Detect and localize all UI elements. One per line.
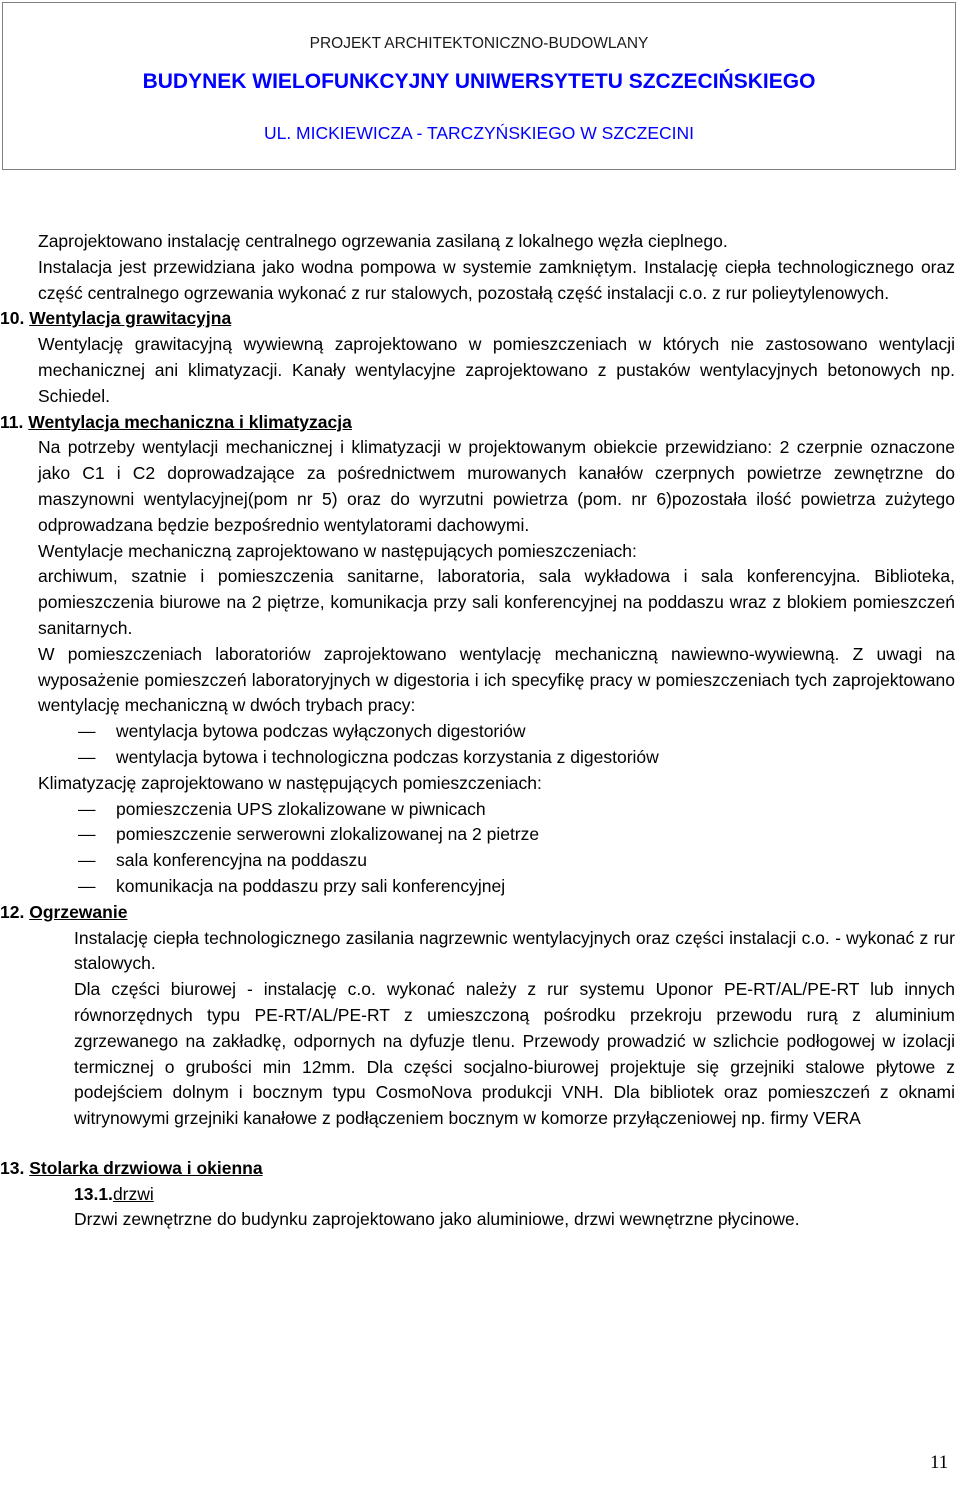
subsection-number: 13.1. — [74, 1183, 113, 1204]
section-number: 12. — [0, 901, 25, 922]
list-item — [38, 848, 955, 874]
dash-bullet: — — [78, 721, 96, 742]
intro-paragraph-2: Instalacja jest przewidziana jako wodna pompowa w systemie zamkniętym. Instalację ciepła technologicznego oraz część centralnego ogrzewania wykonać z rur stalowych, pozostałą część instalacji c.o. z rur polieytylenowych. — [38, 256, 955, 303]
section-13-1-heading — [38, 1182, 955, 1208]
list-item — [38, 822, 955, 848]
section-13-heading — [0, 1156, 955, 1182]
section-11-paragraph-5: Klimatyzację zaprojektowano w następujących pomieszczeniach: — [38, 772, 542, 793]
document-header — [2, 2, 956, 170]
dash-bullet: — — [78, 746, 96, 767]
section-number: 10. — [0, 308, 25, 329]
section-title: Wentylacja mechaniczna i klimatyzacja — [28, 411, 352, 432]
list-item-text: wentylacja bytowa i technologiczna podczas korzystania z digestoriów — [116, 746, 659, 767]
dash-bullet: — — [78, 824, 96, 845]
list-item-text: pomieszczenie serwerowni zlokalizowanej na 2 pietrze — [116, 824, 540, 845]
section-title: Stolarka drzwiowa i okienna — [29, 1157, 263, 1178]
list-item — [38, 719, 955, 745]
section-11-paragraph-4: W pomieszczeniach laboratoriów zaprojektowano wentylację mechaniczną nawiewno-wywiewną. Z uwagi na wyposażenie pomieszczeń laboratoryjnych w digestoria i ich specyfikę pracy w pomieszczeniach tych zaprojektowano wentylację mechaniczną w dwóch trybach pracy: — [38, 643, 955, 716]
list-item-text: sala konferencyjna na poddaszu — [116, 850, 368, 871]
section-number: 13. — [0, 1157, 25, 1178]
dash-bullet: — — [78, 875, 96, 896]
dash-bullet: — — [78, 850, 96, 871]
intro-paragraph-1: Zaprojektowano instalację centralnego ogrzewania zasilaną z lokalnego węzła cieplnego. — [38, 231, 728, 251]
section-10-text: Wentylację grawitacyjną wywiewną zaprojektowano w pomieszczeniach w których nie zastosowano wentylacji mechanicznej ani klimatyzacji. Kanały wentylacyjne zaprojektowano z pustaków wentylacyjnych betonowych np. Schiedel. — [38, 334, 955, 406]
dash-bullet: — — [78, 798, 96, 819]
subsection-title: drzwi — [112, 1183, 154, 1204]
section-title: Ogrzewanie — [29, 901, 128, 922]
list-item-text: wentylacja bytowa podczas wyłączonych digestoriów — [116, 721, 526, 742]
header-project-type: PROJEKT ARCHITEKTONICZNO-BUDOWLANY — [309, 35, 649, 52]
document-body — [0, 229, 955, 1233]
list-item-text: komunikacja na poddaszu przy sali konferencyjnej — [116, 875, 506, 896]
page-number: 11 — [930, 1452, 949, 1473]
header-address: UL. MICKIEWICZA - TARCZYŃSKIEGO W SZCZECINI — [263, 123, 695, 143]
section-11-paragraph-3: archiwum, szatnie i pomieszczenia sanitarne, laboratoria, sala wykładowa i sala konferencyjna. Biblioteka, pomieszczenia biurowe na 2 piętrze, komunikacja przy sali konferencyjnej na poddaszu wraz z blokiem pomieszczeń sanitarnych. — [38, 566, 955, 638]
section-13-1-text: Drzwi zewnętrzne do budynku zaprojektowano jako aluminiowe, drzwi wewnętrzne płycinowe. — [74, 1209, 800, 1230]
section-11-heading — [0, 410, 955, 436]
spacer — [38, 1132, 955, 1156]
section-title: Wentylacja grawitacyjna — [29, 308, 232, 329]
section-11-paragraph-2: Wentylacje mechaniczną zaprojektowano w następujących pomieszczeniach: — [38, 540, 637, 561]
header-building-name: BUDYNEK WIELOFUNKCYJNY UNIWERSYTETU SZCZECIŃSKIEGO — [142, 70, 816, 93]
list-item — [38, 745, 955, 771]
section-number: 11. — [0, 411, 24, 432]
section-10-heading — [0, 306, 955, 332]
section-12-paragraph-1: Instalację ciepła technologicznego zasilania nagrzewnic wentylacyjnych oraz części instalacji c.o. - wykonać z rur stalowych. — [74, 927, 955, 974]
list-item — [38, 797, 955, 823]
section-12-heading — [0, 900, 955, 926]
list-item — [38, 874, 955, 900]
list-item-text: pomieszczenia UPS zlokalizowane w piwnicach — [116, 798, 486, 819]
section-11-paragraph-1: Na potrzeby wentylacji mechanicznej i klimatyzacji w projektowanym obiekcie przewidziano: 2 czerpnie oznaczone jako C1 i C2 doprowadzające za pośrednictwem murowanych kanałów czerpnych powietrze zewnętrzne do maszynowni wentylacyjnej(pom nr 5) oraz do wyrzutni powietrza (pom. nr 6)pozostała ilość powietrza zużytego odprowadzana będzie bezpośrednio wentylatorami dachowymi. — [38, 437, 955, 535]
section-12-paragraph-2: Dla części biurowej - instalację c.o. wykonać należy z rur systemu Uponor PE-RT/AL/PE-RT lub innych równorzędnych typu PE-RT/AL/PE-RT z umieszczoną pośrodku przekroju przewodu rurą z aluminium zgrzewanego na zakładkę, odpornych na dyfuzje tlenu. Przewody prowadzić w szlichcie podłogowej w izolacji termicznej o grubości min 12mm. Dla części socjalno-biurowej projektuje się grzejniki stalowe płytowe z podejściem dolnym i bocznym typu CosmoNova produkcji VNH. Dla bibliotek oraz pomieszczeń z oknami witrynowymi grzejniki kanałowe z podłączeniem bocznym w komorze przyłączeniowej np. firmy VERA — [74, 979, 955, 1129]
